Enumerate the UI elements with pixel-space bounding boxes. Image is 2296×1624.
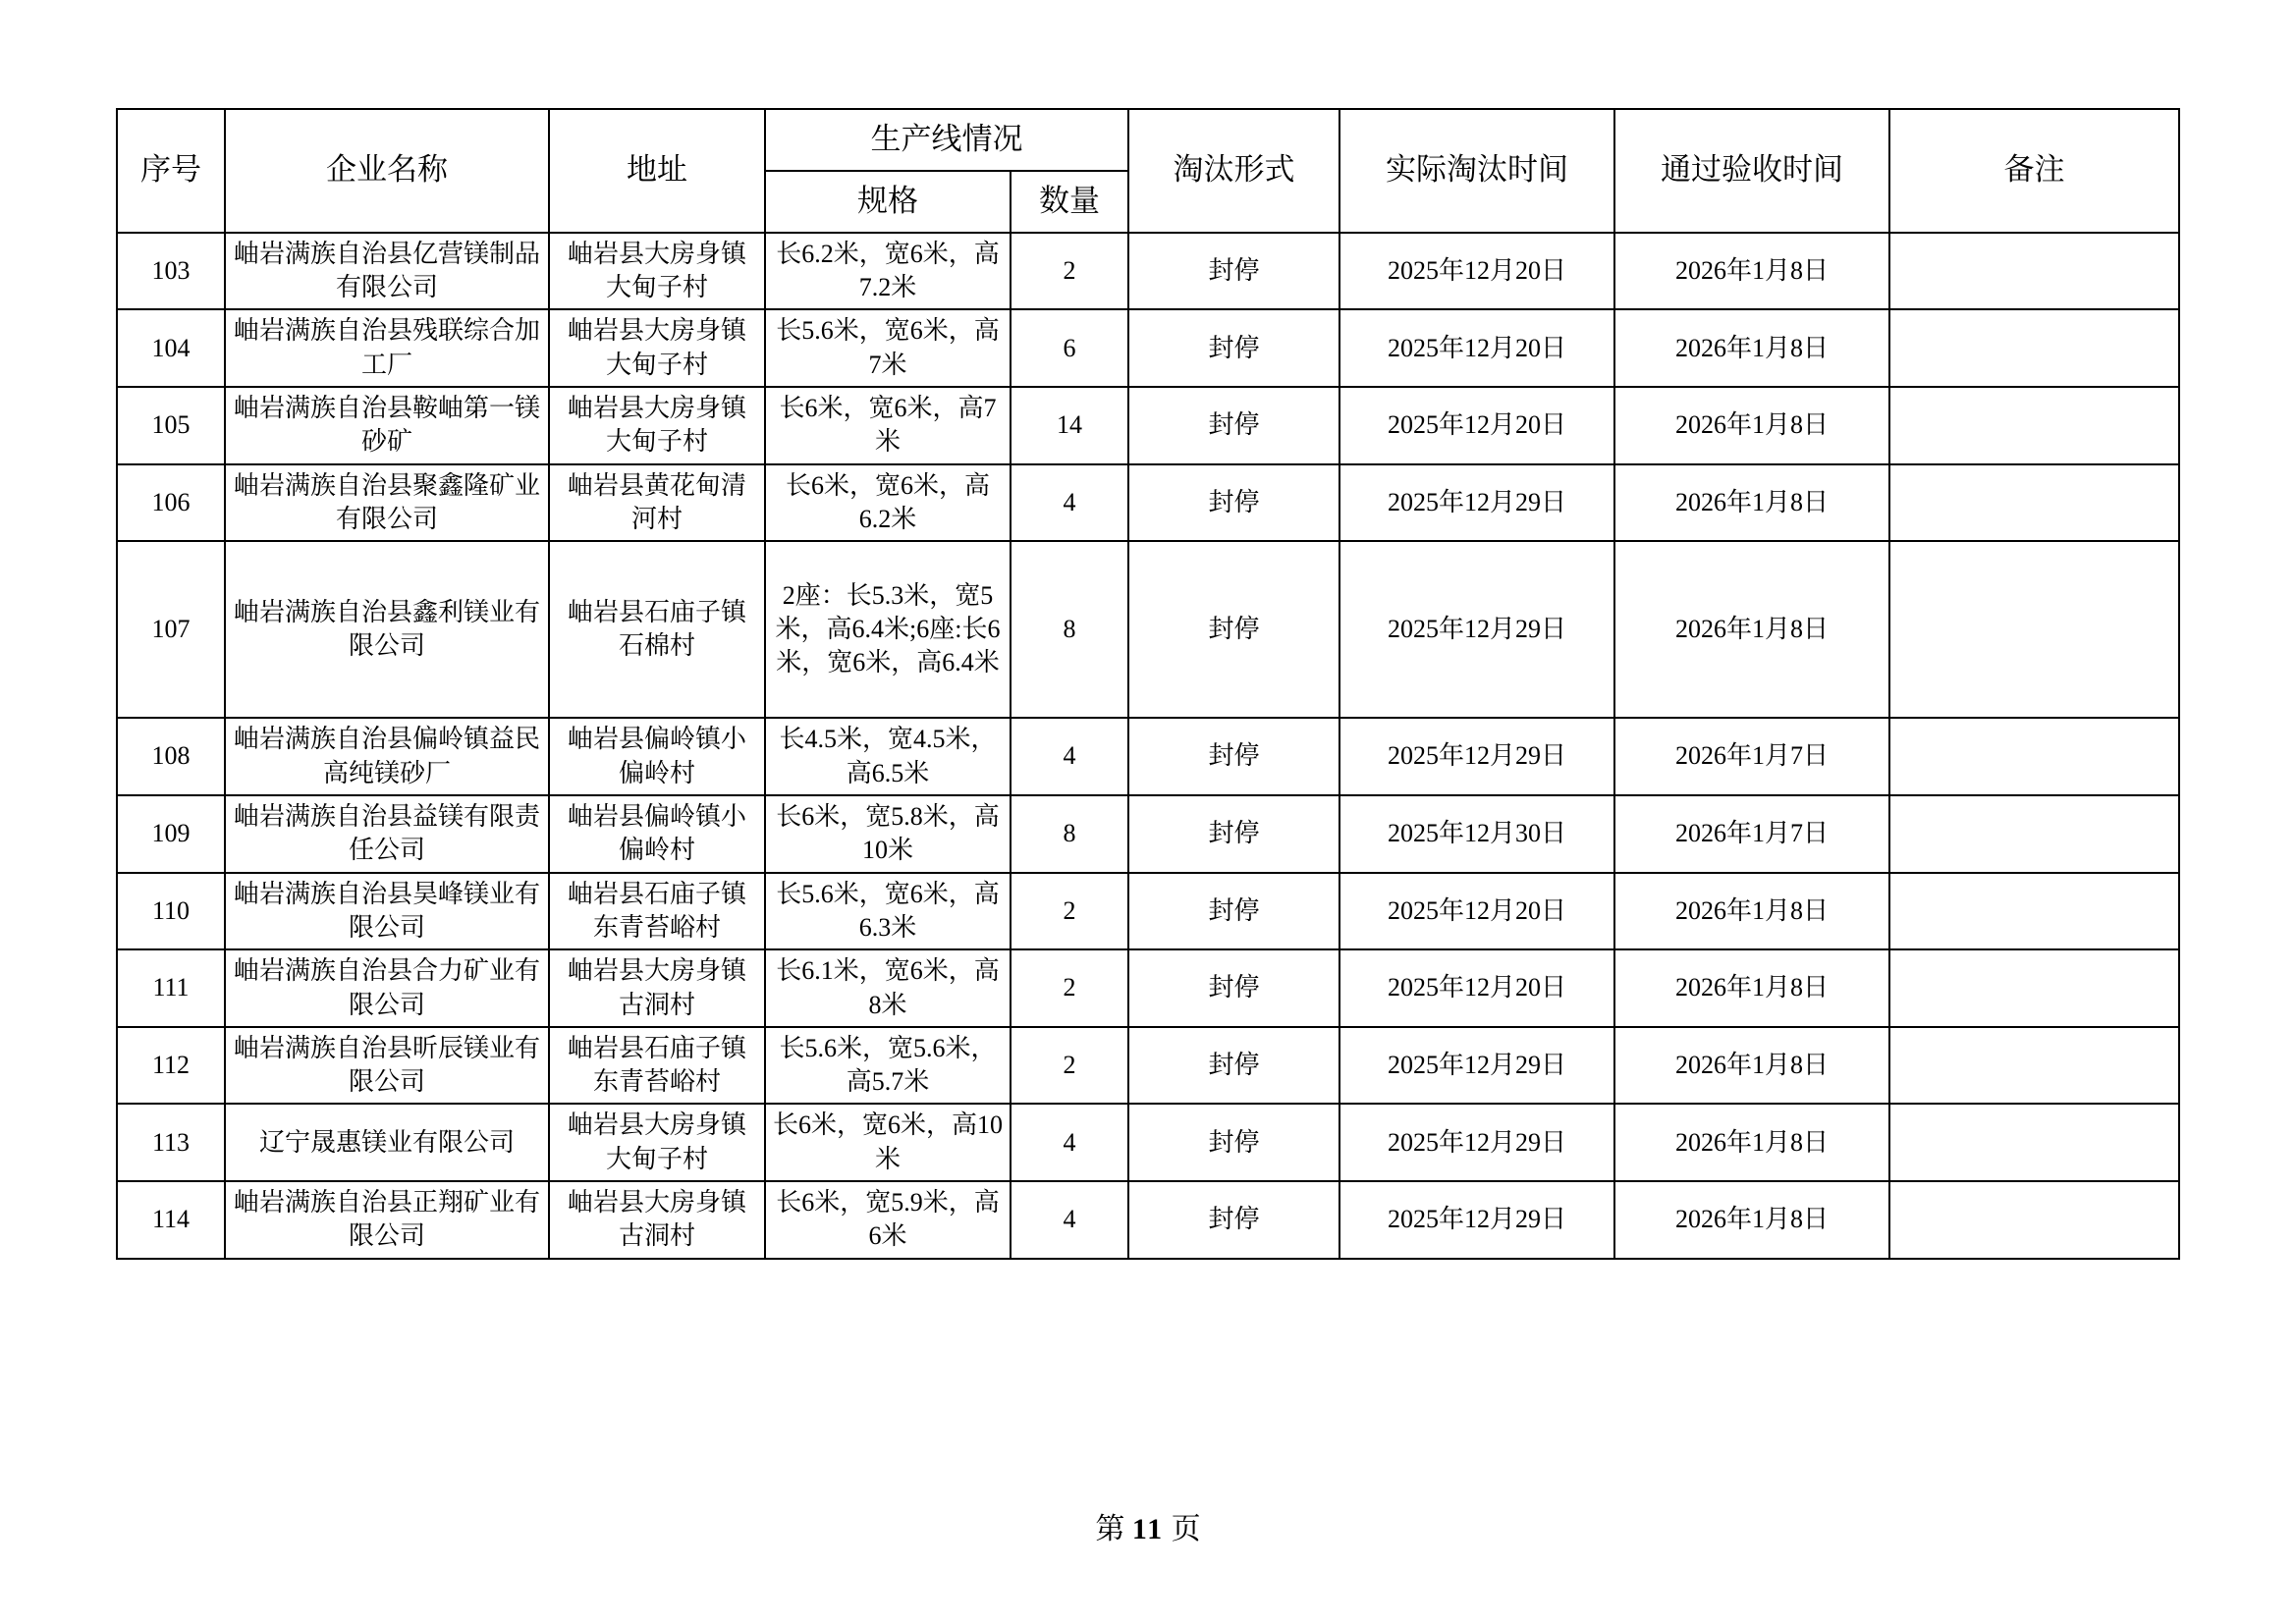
cell-actual-date: 2025年12月20日 (1339, 233, 1614, 310)
table-row (117, 387, 2179, 464)
cell-form: 封停 (1128, 1181, 1339, 1259)
cell-address: 岫岩县偏岭镇小偏岭村 (549, 795, 765, 873)
table-row (117, 541, 2179, 718)
header-elimination-form: 淘汰形式 (1128, 109, 1339, 233)
cell-qty: 8 (1011, 541, 1128, 718)
cell-remark (1889, 873, 2179, 950)
cell-form: 封停 (1128, 1104, 1339, 1181)
cell-remark (1889, 464, 2179, 542)
cell-seq: 105 (117, 387, 225, 464)
header-actual-date: 实际淘汰时间 (1339, 109, 1614, 233)
cell-address: 岫岩县黄花甸清河村 (549, 464, 765, 542)
cell-remark (1889, 233, 2179, 310)
cell-spec: 长6米，宽5.9米，高6米 (765, 1181, 1011, 1259)
cell-company: 岫岩满族自治县正翔矿业有限公司 (225, 1181, 549, 1259)
header-row-1 (117, 109, 2179, 171)
cell-address: 岫岩县偏岭镇小偏岭村 (549, 718, 765, 795)
table-row (117, 873, 2179, 950)
cell-remark (1889, 949, 2179, 1027)
cell-form: 封停 (1128, 873, 1339, 950)
cell-acceptance-date: 2026年1月8日 (1614, 1027, 1889, 1105)
cell-seq: 113 (117, 1104, 225, 1181)
header-address: 地址 (549, 109, 765, 233)
cell-company: 岫岩满族自治县鑫利镁业有限公司 (225, 541, 549, 718)
cell-address: 岫岩县大房身镇古洞村 (549, 949, 765, 1027)
cell-qty: 2 (1011, 949, 1128, 1027)
header-seq: 序号 (117, 109, 225, 233)
cell-actual-date: 2025年12月30日 (1339, 795, 1614, 873)
page-footer (0, 1504, 2296, 1547)
cell-company: 岫岩满族自治县亿营镁制品有限公司 (225, 233, 549, 310)
cell-remark (1889, 387, 2179, 464)
cell-seq: 112 (117, 1027, 225, 1105)
cell-spec: 长4.5米，宽4.5米，高6.5米 (765, 718, 1011, 795)
cell-remark (1889, 718, 2179, 795)
table-row (117, 718, 2179, 795)
cell-seq: 104 (117, 309, 225, 387)
cell-address: 岫岩县大房身镇大甸子村 (549, 233, 765, 310)
cell-form: 封停 (1128, 233, 1339, 310)
cell-remark (1889, 1027, 2179, 1105)
cell-seq: 114 (117, 1181, 225, 1259)
cell-address: 岫岩县大房身镇大甸子村 (549, 387, 765, 464)
cell-acceptance-date: 2026年1月7日 (1614, 795, 1889, 873)
cell-company: 岫岩满族自治县合力矿业有限公司 (225, 949, 549, 1027)
cell-address: 岫岩县大房身镇古洞村 (549, 1181, 765, 1259)
cell-acceptance-date: 2026年1月7日 (1614, 718, 1889, 795)
table-row (117, 1181, 2179, 1259)
cell-acceptance-date: 2026年1月8日 (1614, 1181, 1889, 1259)
cell-spec: 长6.1米，宽6米，高8米 (765, 949, 1011, 1027)
cell-qty: 14 (1011, 387, 1128, 464)
footer-suffix: 页 (1171, 1513, 1201, 1545)
cell-acceptance-date: 2026年1月8日 (1614, 873, 1889, 950)
elimination-table (116, 108, 2180, 1260)
cell-remark (1889, 1181, 2179, 1259)
header-production-line: 生产线情况 (765, 109, 1128, 171)
cell-acceptance-date: 2026年1月8日 (1614, 541, 1889, 718)
table-row (117, 949, 2179, 1027)
cell-actual-date: 2025年12月29日 (1339, 1027, 1614, 1105)
cell-remark (1889, 309, 2179, 387)
cell-form: 封停 (1128, 464, 1339, 542)
cell-acceptance-date: 2026年1月8日 (1614, 949, 1889, 1027)
cell-qty: 4 (1011, 1104, 1128, 1181)
cell-acceptance-date: 2026年1月8日 (1614, 1104, 1889, 1181)
cell-form: 封停 (1128, 795, 1339, 873)
cell-actual-date: 2025年12月20日 (1339, 309, 1614, 387)
cell-actual-date: 2025年12月29日 (1339, 541, 1614, 718)
table-row (117, 233, 2179, 310)
cell-spec: 长6米，宽6米，高10米 (765, 1104, 1011, 1181)
table-row (117, 795, 2179, 873)
cell-actual-date: 2025年12月29日 (1339, 464, 1614, 542)
cell-company: 岫岩满族自治县昊峰镁业有限公司 (225, 873, 549, 950)
cell-address: 岫岩县石庙子镇石棉村 (549, 541, 765, 718)
table-row (117, 464, 2179, 542)
cell-form: 封停 (1128, 309, 1339, 387)
cell-seq: 111 (117, 949, 225, 1027)
cell-company: 岫岩满族自治县鞍岫第一镁砂矿 (225, 387, 549, 464)
cell-spec: 长6米，宽5.8米，高10米 (765, 795, 1011, 873)
header-acceptance-date: 通过验收时间 (1614, 109, 1889, 233)
cell-seq: 108 (117, 718, 225, 795)
cell-actual-date: 2025年12月29日 (1339, 1104, 1614, 1181)
cell-company: 岫岩满族自治县残联综合加工厂 (225, 309, 549, 387)
cell-spec: 长5.6米，宽6米，高7米 (765, 309, 1011, 387)
cell-qty: 2 (1011, 1027, 1128, 1105)
cell-form: 封停 (1128, 949, 1339, 1027)
cell-spec: 长5.6米，宽6米，高6.3米 (765, 873, 1011, 950)
footer-prefix: 第 (1095, 1513, 1125, 1545)
table-row (117, 309, 2179, 387)
cell-seq: 110 (117, 873, 225, 950)
cell-address: 岫岩县大房身镇大甸子村 (549, 309, 765, 387)
cell-company: 岫岩满族自治县益镁有限责任公司 (225, 795, 549, 873)
cell-actual-date: 2025年12月29日 (1339, 718, 1614, 795)
table-row (117, 1104, 2179, 1181)
cell-qty: 8 (1011, 795, 1128, 873)
cell-spec: 长6米，宽6米，高6.2米 (765, 464, 1011, 542)
cell-qty: 6 (1011, 309, 1128, 387)
header-remark: 备注 (1889, 109, 2179, 233)
cell-seq: 107 (117, 541, 225, 718)
cell-actual-date: 2025年12月20日 (1339, 873, 1614, 950)
cell-qty: 2 (1011, 233, 1128, 310)
cell-qty: 4 (1011, 1181, 1128, 1259)
header-spec: 规格 (765, 171, 1011, 233)
cell-spec: 长6米，宽6米，高7米 (765, 387, 1011, 464)
cell-qty: 4 (1011, 464, 1128, 542)
cell-seq: 109 (117, 795, 225, 873)
cell-spec: 长5.6米，宽5.6米，高5.7米 (765, 1027, 1011, 1105)
cell-acceptance-date: 2026年1月8日 (1614, 309, 1889, 387)
table-header (117, 109, 2179, 233)
cell-form: 封停 (1128, 718, 1339, 795)
cell-company: 辽宁晟惠镁业有限公司 (225, 1104, 549, 1181)
cell-remark (1889, 1104, 2179, 1181)
cell-spec: 长6.2米，宽6米，高7.2米 (765, 233, 1011, 310)
cell-remark (1889, 541, 2179, 718)
cell-qty: 2 (1011, 873, 1128, 950)
header-company: 企业名称 (225, 109, 549, 233)
cell-form: 封停 (1128, 1027, 1339, 1105)
cell-remark (1889, 795, 2179, 873)
cell-seq: 106 (117, 464, 225, 542)
cell-address: 岫岩县石庙子镇东青苔峪村 (549, 873, 765, 950)
cell-company: 岫岩满族自治县聚鑫隆矿业有限公司 (225, 464, 549, 542)
cell-spec: 2座：长5.3米，宽5米，高6.4米;6座:长6米，宽6米，高6.4米 (765, 541, 1011, 718)
footer-page-number: 11 (1131, 1513, 1165, 1545)
cell-form: 封停 (1128, 387, 1339, 464)
cell-actual-date: 2025年12月20日 (1339, 387, 1614, 464)
cell-form: 封停 (1128, 541, 1339, 718)
cell-qty: 4 (1011, 718, 1128, 795)
header-qty: 数量 (1011, 171, 1128, 233)
cell-acceptance-date: 2026年1月8日 (1614, 387, 1889, 464)
cell-company: 岫岩满族自治县昕辰镁业有限公司 (225, 1027, 549, 1105)
cell-acceptance-date: 2026年1月8日 (1614, 233, 1889, 310)
cell-actual-date: 2025年12月20日 (1339, 949, 1614, 1027)
cell-address: 岫岩县石庙子镇东青苔峪村 (549, 1027, 765, 1105)
cell-company: 岫岩满族自治县偏岭镇益民高纯镁砂厂 (225, 718, 549, 795)
table-body (117, 233, 2179, 1259)
cell-seq: 103 (117, 233, 225, 310)
cell-acceptance-date: 2026年1月8日 (1614, 464, 1889, 542)
cell-address: 岫岩县大房身镇大甸子村 (549, 1104, 765, 1181)
table-row (117, 1027, 2179, 1105)
cell-actual-date: 2025年12月29日 (1339, 1181, 1614, 1259)
